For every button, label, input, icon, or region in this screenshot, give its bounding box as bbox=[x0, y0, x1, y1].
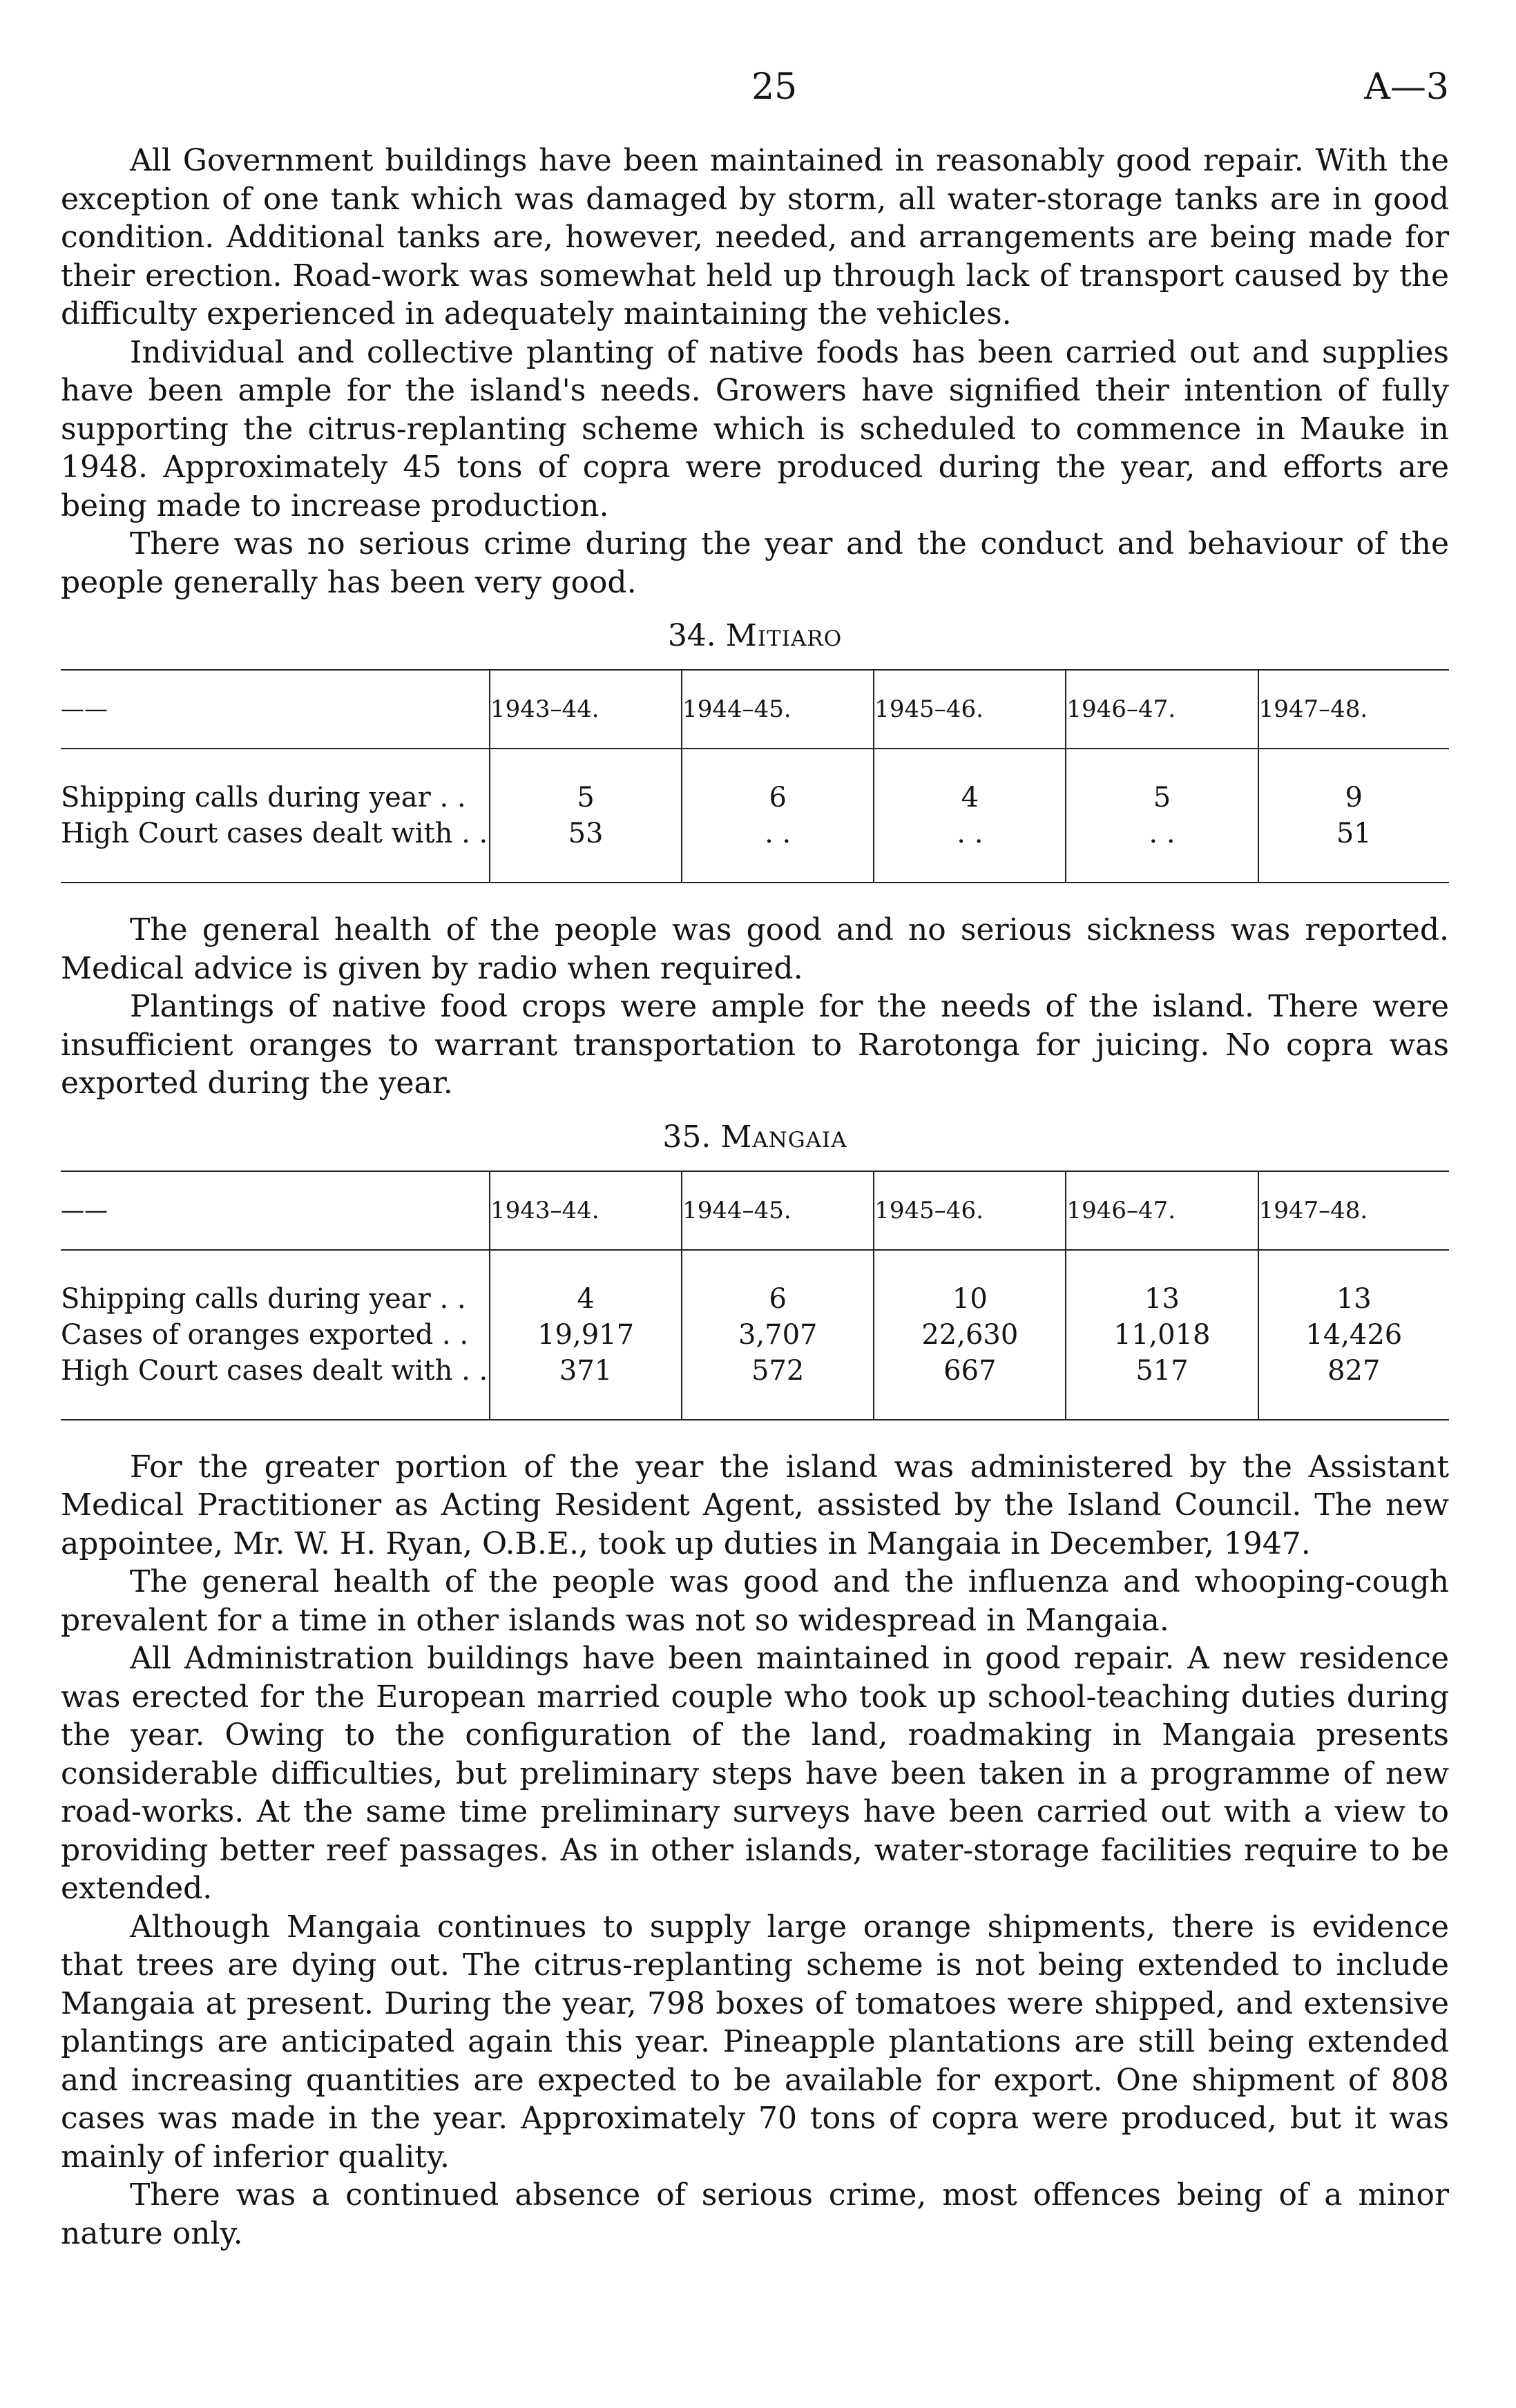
page-body bbox=[61, 142, 1449, 2253]
table-row bbox=[61, 816, 1449, 882]
mitiaro-text bbox=[61, 911, 1449, 1103]
paragraph: Although Mangaia continues to supply large orange shipments, there is evidence that trees are dying out. The citrus-replanting scheme is not being extended to include Mangaia at present. During the year, 798 boxes of tomatoes were shipped, and extensive plantings are anticipated again this year. Pineapple plantations are still being extended and increasing quantities are expected to be available for export. One shipment of 808 cases was made in the year. Approximately 70 tons of copra were produced, but it was mainly of inferior quality. bbox=[61, 1909, 1449, 2175]
table-cell: 6 bbox=[682, 1250, 874, 1317]
mangaia-text bbox=[61, 1448, 1449, 2253]
section-number: 35. bbox=[662, 1119, 711, 1155]
paragraph: All Administration buildings have been maintained in good repair. A new residence was erected for the European married couple who took up school-teaching duties during the year. Owing to the configuration of the land, roadmaking in Mangaia presents considerable difficulties, but preliminary steps have been taken in a programme of new road-works. At the same time preliminary surveys have been carried out with a view to providing better reef passages. As in other islands, water-storage facilities require to be extended. bbox=[61, 1641, 1449, 1906]
table-cell: 5 bbox=[1066, 749, 1258, 816]
mangaia-table bbox=[61, 1171, 1449, 1420]
table-cell: 827 bbox=[1258, 1353, 1449, 1419]
row-label: High Court cases dealt with . . bbox=[61, 1354, 488, 1387]
table-cell: 5 bbox=[490, 749, 682, 816]
table-cell: 4 bbox=[874, 749, 1066, 816]
column-header: 1946–47. bbox=[1066, 671, 1258, 749]
column-header: 1946–47. bbox=[1066, 1172, 1258, 1250]
column-header: 1947–48. bbox=[1258, 671, 1449, 749]
column-header: 1943–44. bbox=[490, 671, 682, 749]
section-title: Mitiaro bbox=[725, 618, 843, 653]
table-cell: 371 bbox=[490, 1353, 682, 1419]
table-cell: 51 bbox=[1258, 816, 1449, 882]
section-heading-mitiaro bbox=[61, 617, 1449, 655]
page-header bbox=[61, 66, 1449, 122]
table-cell: 22,630 bbox=[874, 1317, 1066, 1353]
paragraph: All Government buildings have been maintained in reasonably good repair. With the exception of one tank which was damaged by storm, all water-storage tanks are in good condition. Additional tanks are, however, needed, and arrangements are being made for their erection. Road-work was somewhat held up through lack of transport caused by the difficulty experienced in adequately maintaining the vehicles. bbox=[61, 143, 1449, 331]
paragraph: Plantings of native food crops were ample for the needs of the island. There were insufficient oranges to warrant transportation to Rarotonga for juicing. No copra was exported during the year. bbox=[61, 989, 1449, 1101]
page-reference: A—3 bbox=[1364, 66, 1449, 108]
table-row bbox=[61, 1250, 1449, 1317]
table-cell: 3,707 bbox=[682, 1317, 874, 1353]
table-cell: 53 bbox=[490, 816, 682, 882]
section-heading-mangaia bbox=[61, 1118, 1449, 1157]
column-header: 1947–48. bbox=[1258, 1172, 1449, 1250]
page-number: 25 bbox=[751, 66, 798, 108]
table-cell: 19,917 bbox=[490, 1317, 682, 1353]
table-corner: —— bbox=[61, 671, 490, 749]
table-row bbox=[61, 1353, 1449, 1419]
row-label: Cases of oranges exported . . bbox=[61, 1318, 469, 1351]
table-corner: —— bbox=[61, 1172, 490, 1250]
mitiaro-table bbox=[61, 669, 1449, 883]
table-cell: . . bbox=[682, 816, 874, 882]
column-header: 1943–44. bbox=[490, 1172, 682, 1250]
table-cell: 517 bbox=[1066, 1353, 1258, 1419]
table-cell: . . bbox=[874, 816, 1066, 882]
paragraph: There was no serious crime during the year and the conduct and behaviour of the people generally has been very good. bbox=[61, 526, 1449, 600]
table-header-row bbox=[61, 671, 1449, 749]
paragraph: Individual and collective planting of native foods has been carried out and supplies have been ample for the island's needs. Growers have signified their intention of fully supporting the citrus-replanting scheme which is scheduled to commence in Mauke in 1948. Approximately 45 tons of copra were produced during the year, and efforts are being made to increase production. bbox=[61, 334, 1449, 523]
table-cell: 6 bbox=[682, 749, 874, 816]
row-label: Shipping calls during year . . bbox=[61, 1282, 466, 1315]
column-header: 1945–46. bbox=[874, 671, 1066, 749]
table-cell: 4 bbox=[490, 1250, 682, 1317]
table-row bbox=[61, 1317, 1449, 1353]
table-cell: 13 bbox=[1066, 1250, 1258, 1317]
paragraph: The general health of the people was good and the influenza and whooping-cough prevalent for a time in other islands was not so widespread in Mangaia. bbox=[61, 1564, 1449, 1638]
column-header: 1945–46. bbox=[874, 1172, 1066, 1250]
table-cell: . . bbox=[1066, 816, 1258, 882]
intro-section bbox=[61, 142, 1449, 601]
row-label: High Court cases dealt with . . bbox=[61, 818, 488, 849]
table-cell: 572 bbox=[682, 1353, 874, 1419]
table-cell: 667 bbox=[874, 1353, 1066, 1419]
table-cell: 14,426 bbox=[1258, 1317, 1449, 1353]
column-header: 1944–45. bbox=[682, 1172, 874, 1250]
paragraph: There was a continued absence of serious crime, most offences being of a minor nature only. bbox=[61, 2177, 1449, 2251]
section-number: 34. bbox=[667, 618, 716, 653]
row-label: Shipping calls during year . . bbox=[61, 782, 466, 813]
table-row bbox=[61, 749, 1449, 816]
section-title: Mangaia bbox=[720, 1119, 847, 1155]
table-cell: 10 bbox=[874, 1250, 1066, 1317]
column-header: 1944–45. bbox=[682, 671, 874, 749]
paragraph: The general health of the people was good and no serious sickness was reported. Medical advice is given by radio when required. bbox=[61, 912, 1449, 986]
table-cell: 11,018 bbox=[1066, 1317, 1258, 1353]
paragraph: For the greater portion of the year the island was administered by the Assistant Medical Practitioner as Acting Resident Agent, assisted by the Island Council. The new appointee, Mr. W. H. Ryan, O.B.E., took up duties in Mangaia in December, 1947. bbox=[61, 1449, 1449, 1561]
table-header-row bbox=[61, 1172, 1449, 1250]
table-cell: 13 bbox=[1258, 1250, 1449, 1317]
table-cell: 9 bbox=[1258, 749, 1449, 816]
